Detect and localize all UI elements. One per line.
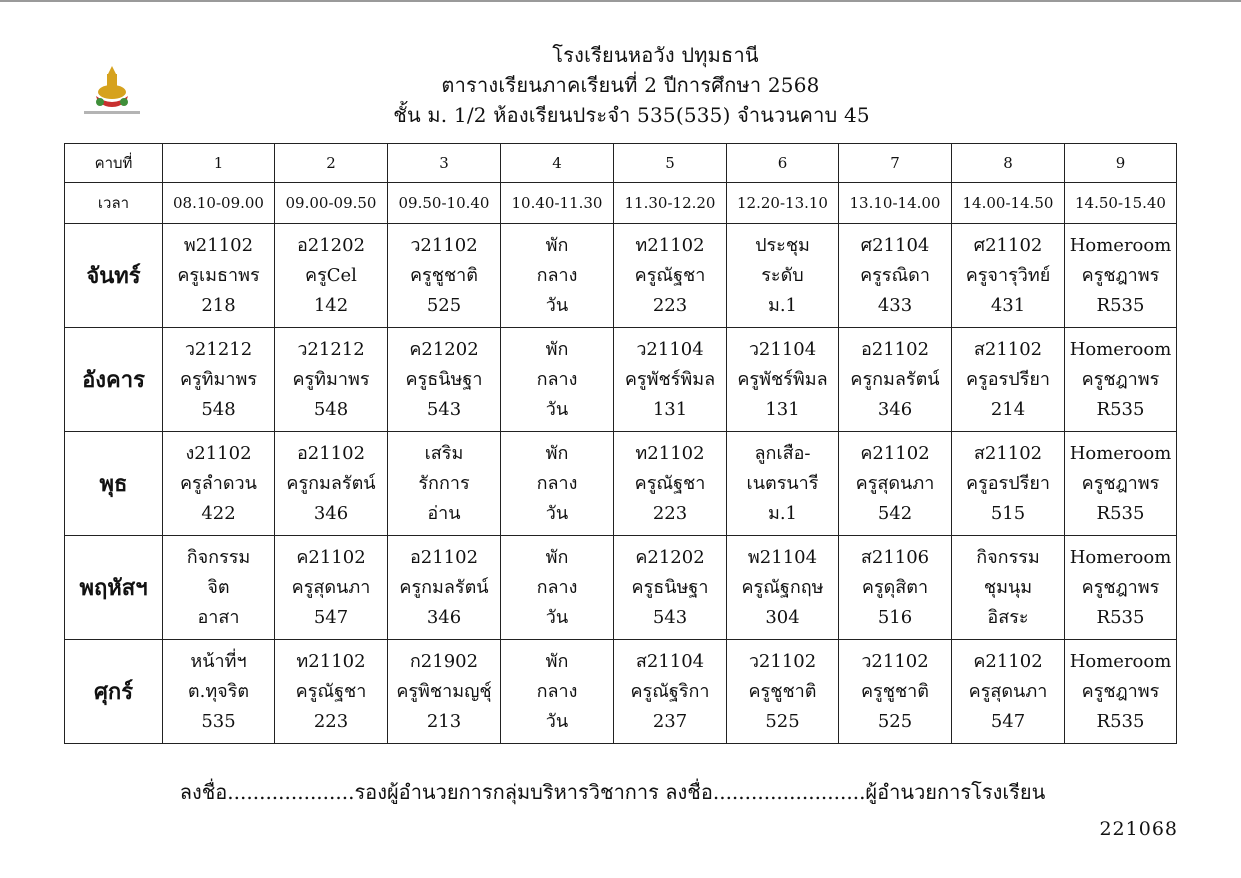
room-number: 548 (201, 398, 236, 420)
period-time: 10.40-11.30 (501, 183, 614, 224)
day-name: อังคาร (65, 328, 163, 432)
subject-code: ค21102 (973, 650, 1043, 672)
subject-code: ว21104 (748, 338, 817, 360)
teacher-name: กลาง (536, 264, 578, 286)
subject-code: อ21102 (296, 442, 366, 464)
subject-code: ส21106 (860, 546, 930, 568)
teacher-name: ครูกมลรัตน์ (286, 472, 376, 494)
timetable-cell (275, 224, 388, 328)
timetable-cell (839, 224, 952, 328)
school-name: โรงเรียนหอวัง ปทุมธานี (552, 43, 759, 67)
teacher-name: ครูณัฐชา (295, 680, 367, 702)
room-number: วัน (545, 606, 569, 628)
room-number: อ่าน (427, 502, 461, 524)
day-name: จันทร์ (65, 224, 163, 328)
timetable-cell (952, 432, 1065, 536)
room-number: 131 (765, 398, 800, 420)
room-number: 542 (877, 502, 913, 524)
day-row (65, 328, 1177, 432)
subject-code: อ21202 (296, 234, 366, 256)
subject-code: ศ21104 (860, 234, 930, 256)
timetable-cell (163, 432, 275, 536)
timetable-cell (614, 224, 727, 328)
room-number: 525 (877, 710, 913, 732)
teacher-name: ครูพิชามญชุ์ (396, 680, 492, 702)
period-time: 14.00-14.50 (952, 183, 1065, 224)
period-number: 2 (275, 144, 388, 183)
room-number: อิสระ (987, 606, 1029, 628)
timetable-cell (614, 432, 727, 536)
period-time: 11.30-12.20 (614, 183, 727, 224)
room-number: 346 (426, 606, 462, 628)
period-number: 1 (163, 144, 275, 183)
timetable (64, 143, 1177, 744)
teacher-name: ครูสุดนภา (855, 472, 935, 494)
subject-code: ส21102 (973, 442, 1043, 464)
teacher-name: ครูกมลรัตน์ (850, 368, 940, 390)
timetable-cell (839, 328, 952, 432)
subject-code: พ21104 (747, 546, 818, 568)
room-number: 547 (313, 606, 349, 628)
subject-code: Homeroom (1069, 650, 1172, 672)
day-row (65, 432, 1177, 536)
subject-code: หน้าที่ฯ (190, 650, 247, 672)
teacher-name: ครูรณิดา (860, 264, 930, 286)
timetable-cell (501, 536, 614, 640)
subject-code: พ21102 (183, 234, 254, 256)
subject-code: ส21104 (635, 650, 705, 672)
teacher-name: กลาง (536, 680, 578, 702)
teacher-name: จิต (207, 576, 230, 598)
teacher-name: กลาง (536, 576, 578, 598)
room-number: 213 (426, 710, 462, 732)
subject-code: ว21212 (184, 338, 253, 360)
room-number: 223 (313, 710, 349, 732)
subject-code: กิจกรรม (976, 546, 1040, 568)
timetable-cell (275, 432, 388, 536)
teacher-name: ครูธนิษฐา (405, 368, 483, 390)
teacher-name: ครูลำดวน (180, 472, 257, 494)
subject-code: ว21104 (636, 338, 704, 360)
room-number: 548 (313, 398, 349, 420)
timetable-cell (388, 640, 501, 744)
term-title: ตารางเรียนภาคเรียนที่ 2 ปีการศึกษา 2568 (441, 73, 820, 97)
room-number: อาสา (197, 606, 240, 628)
teacher-name: ครูชฎาพร (1081, 264, 1160, 286)
timetable-cell (614, 640, 727, 744)
subject-code: ว21102 (410, 234, 478, 256)
room-number: 304 (765, 606, 800, 628)
room-number: วัน (545, 398, 569, 420)
teacher-name: ครูชฎาพร (1081, 368, 1160, 390)
room-number: R535 (1096, 294, 1145, 316)
room-number: 433 (877, 294, 913, 316)
room-number: 525 (765, 710, 800, 732)
teacher-name: ครูอรปรียา (966, 368, 1050, 390)
timetable-cell (388, 328, 501, 432)
timetable-cell (952, 224, 1065, 328)
period-time: 14.50-15.40 (1065, 183, 1177, 224)
period-number: 3 (388, 144, 501, 183)
subject-code: ประชุม (755, 234, 810, 256)
subject-code: Homeroom (1069, 546, 1172, 568)
room-number: 547 (990, 710, 1026, 732)
timetable-cell (952, 536, 1065, 640)
teacher-name: กลาง (536, 472, 578, 494)
period-number: 8 (952, 144, 1065, 183)
room-number: R535 (1096, 606, 1145, 628)
timetable-cell (1065, 432, 1177, 536)
period-number: 7 (839, 144, 952, 183)
timetable-cell (388, 224, 501, 328)
teacher-name: ครูณัฐชา (634, 472, 706, 494)
day-name: ศุกร์ (65, 640, 163, 744)
room-number: 346 (877, 398, 913, 420)
subject-code: อ21102 (409, 546, 479, 568)
period-label: คาบที่ (65, 144, 163, 183)
timetable-cell (501, 328, 614, 432)
document-code: 221068 (1099, 818, 1178, 840)
timetable-cell (275, 328, 388, 432)
timetable-cell (1065, 640, 1177, 744)
top-rule (0, 0, 1241, 2)
teacher-name: ครูสุดนภา (968, 680, 1048, 702)
teacher-name: ครูชฎาพร (1081, 576, 1160, 598)
teacher-name: ครูณัฐริกา (630, 680, 710, 702)
teacher-name: ครูดุสิตา (861, 576, 929, 598)
teacher-name: ครูชูชาติ (748, 680, 817, 702)
period-number: 5 (614, 144, 727, 183)
subject-code: Homeroom (1069, 234, 1172, 256)
room-number: 223 (652, 294, 688, 316)
teacher-name: ครูทิมาพร (292, 368, 370, 390)
teacher-name: ต.ทุจริต (187, 680, 250, 702)
day-row (65, 224, 1177, 328)
period-time: 09.00-09.50 (275, 183, 388, 224)
period-time: 13.10-14.00 (839, 183, 952, 224)
period-time: 09.50-10.40 (388, 183, 501, 224)
subject-code: Homeroom (1069, 338, 1172, 360)
timetable-cell (839, 432, 952, 536)
teacher-name: ครูชูชาติ (410, 264, 478, 286)
room-number: 131 (652, 398, 688, 420)
subject-code: Homeroom (1069, 442, 1172, 464)
teacher-name: ครูจารุวิทย์ (965, 264, 1051, 286)
subject-code: พัก (545, 442, 569, 464)
teacher-name: ครูCel (305, 264, 357, 286)
day-row (65, 536, 1177, 640)
teacher-name: ครูณัฐกฤษ (741, 576, 824, 598)
room-number: 218 (201, 294, 236, 316)
room-number: ม.1 (767, 294, 798, 316)
teacher-name: ครูชฎาพร (1081, 680, 1160, 702)
timetable-cell (1065, 536, 1177, 640)
subject-code: อ21102 (860, 338, 930, 360)
teacher-name: กลาง (536, 368, 578, 390)
signature-text: ลงชื่อ....................รองผู้อำนวยการกลุ่มบริหารวิชาการ ลงชื่อ........................ผู้อำนวยการโรงเรียน (179, 780, 1046, 804)
subject-code: ท21102 (296, 650, 366, 672)
teacher-name: ครูพัชร์พิมล (737, 368, 828, 390)
timetable-cell (614, 328, 727, 432)
subject-code: ง21102 (185, 442, 252, 464)
subject-code: ว21102 (748, 650, 817, 672)
subject-code: ท21102 (635, 234, 705, 256)
time-row (65, 183, 1177, 224)
teacher-name: รักการ (418, 472, 470, 494)
room-number: วัน (545, 502, 569, 524)
subject-code: ว21212 (297, 338, 365, 360)
room-number: วัน (545, 710, 569, 732)
timetable-cell (614, 536, 727, 640)
period-header-row (65, 144, 1177, 183)
timetable-cell (163, 328, 275, 432)
timetable-cell (501, 640, 614, 744)
period-time: 12.20-13.10 (727, 183, 839, 224)
room-number: 535 (201, 710, 236, 732)
timetable-cell (839, 640, 952, 744)
time-label: เวลา (65, 183, 163, 224)
timetable-cell (952, 328, 1065, 432)
timetable-cell (501, 224, 614, 328)
subject-code: พัก (545, 234, 569, 256)
period-number: 4 (501, 144, 614, 183)
timetable-cell (275, 640, 388, 744)
room-number: 431 (990, 294, 1026, 316)
teacher-name: ครูเมธาพร (177, 264, 260, 286)
timetable-cell (163, 224, 275, 328)
teacher-name: เนตรนารี (746, 472, 819, 494)
room-number: 142 (313, 294, 349, 316)
teacher-name: ครูทิมาพร (179, 368, 258, 390)
room-number: 223 (652, 502, 688, 524)
subject-code: ค21202 (409, 338, 479, 360)
timetable-cell (388, 536, 501, 640)
subject-code: ลูกเสือ- (754, 442, 811, 464)
subject-code: ว21102 (861, 650, 929, 672)
subject-code: ก21902 (409, 650, 479, 672)
subject-code: พัก (545, 650, 569, 672)
room-number: R535 (1096, 398, 1145, 420)
timetable-cell (727, 536, 839, 640)
timetable-cell (727, 640, 839, 744)
teacher-name: ชุมนุม (983, 576, 1033, 598)
subject-code: ศ21102 (973, 234, 1043, 256)
teacher-name: ครูธนิษฐา (631, 576, 709, 598)
room-number: 346 (313, 502, 349, 524)
period-number: 6 (727, 144, 839, 183)
period-time: 08.10-09.00 (163, 183, 275, 224)
teacher-name: ระดับ (761, 264, 804, 286)
timetable-cell (163, 536, 275, 640)
subject-code: กิจกรรม (186, 546, 251, 568)
room-number: 525 (426, 294, 462, 316)
timetable-cell (163, 640, 275, 744)
timetable-cell (952, 640, 1065, 744)
timetable-cell (839, 536, 952, 640)
class-info: ชั้น ม. 1/2 ห้องเรียนประจำ 535(535) จำนวนคาบ 45 (393, 103, 870, 127)
room-number: 214 (990, 398, 1026, 420)
teacher-name: ครูกมลรัตน์ (399, 576, 489, 598)
period-number: 9 (1065, 144, 1177, 183)
teacher-name: ครูณัฐชา (634, 264, 706, 286)
subject-code: ส21102 (973, 338, 1043, 360)
subject-code: พัก (545, 546, 569, 568)
subject-code: ค21102 (296, 546, 366, 568)
timetable-cell (1065, 328, 1177, 432)
timetable-cell (501, 432, 614, 536)
room-number: วัน (545, 294, 569, 316)
room-number: 543 (426, 398, 462, 420)
day-name: พฤหัสฯ (65, 536, 163, 640)
teacher-name: ครูชูชาติ (861, 680, 929, 702)
timetable-cell (727, 432, 839, 536)
room-number: R535 (1096, 502, 1145, 524)
room-number: ม.1 (767, 502, 798, 524)
subject-code: ค21202 (635, 546, 705, 568)
room-number: R535 (1096, 710, 1145, 732)
teacher-name: ครูสุดนภา (291, 576, 371, 598)
subject-code: ค21102 (860, 442, 930, 464)
subject-code: เสริม (424, 442, 464, 464)
room-number: 237 (652, 710, 688, 732)
timetable-cell (388, 432, 501, 536)
teacher-name: ครูพัชร์พิมล (624, 368, 716, 390)
room-number: 543 (652, 606, 688, 628)
day-row (65, 640, 1177, 744)
timetable-cell (1065, 224, 1177, 328)
teacher-name: ครูอรปรียา (966, 472, 1050, 494)
timetable-cell (275, 536, 388, 640)
room-number: 515 (990, 502, 1026, 524)
day-name: พุธ (65, 432, 163, 536)
subject-code: ท21102 (635, 442, 705, 464)
room-number: 422 (201, 502, 236, 524)
room-number: 516 (877, 606, 913, 628)
subject-code: พัก (545, 338, 569, 360)
signature-line (0, 776, 1241, 808)
timetable-cell (727, 224, 839, 328)
teacher-name: ครูชฎาพร (1081, 472, 1160, 494)
timetable-cell (727, 328, 839, 432)
document-header (0, 40, 1241, 130)
